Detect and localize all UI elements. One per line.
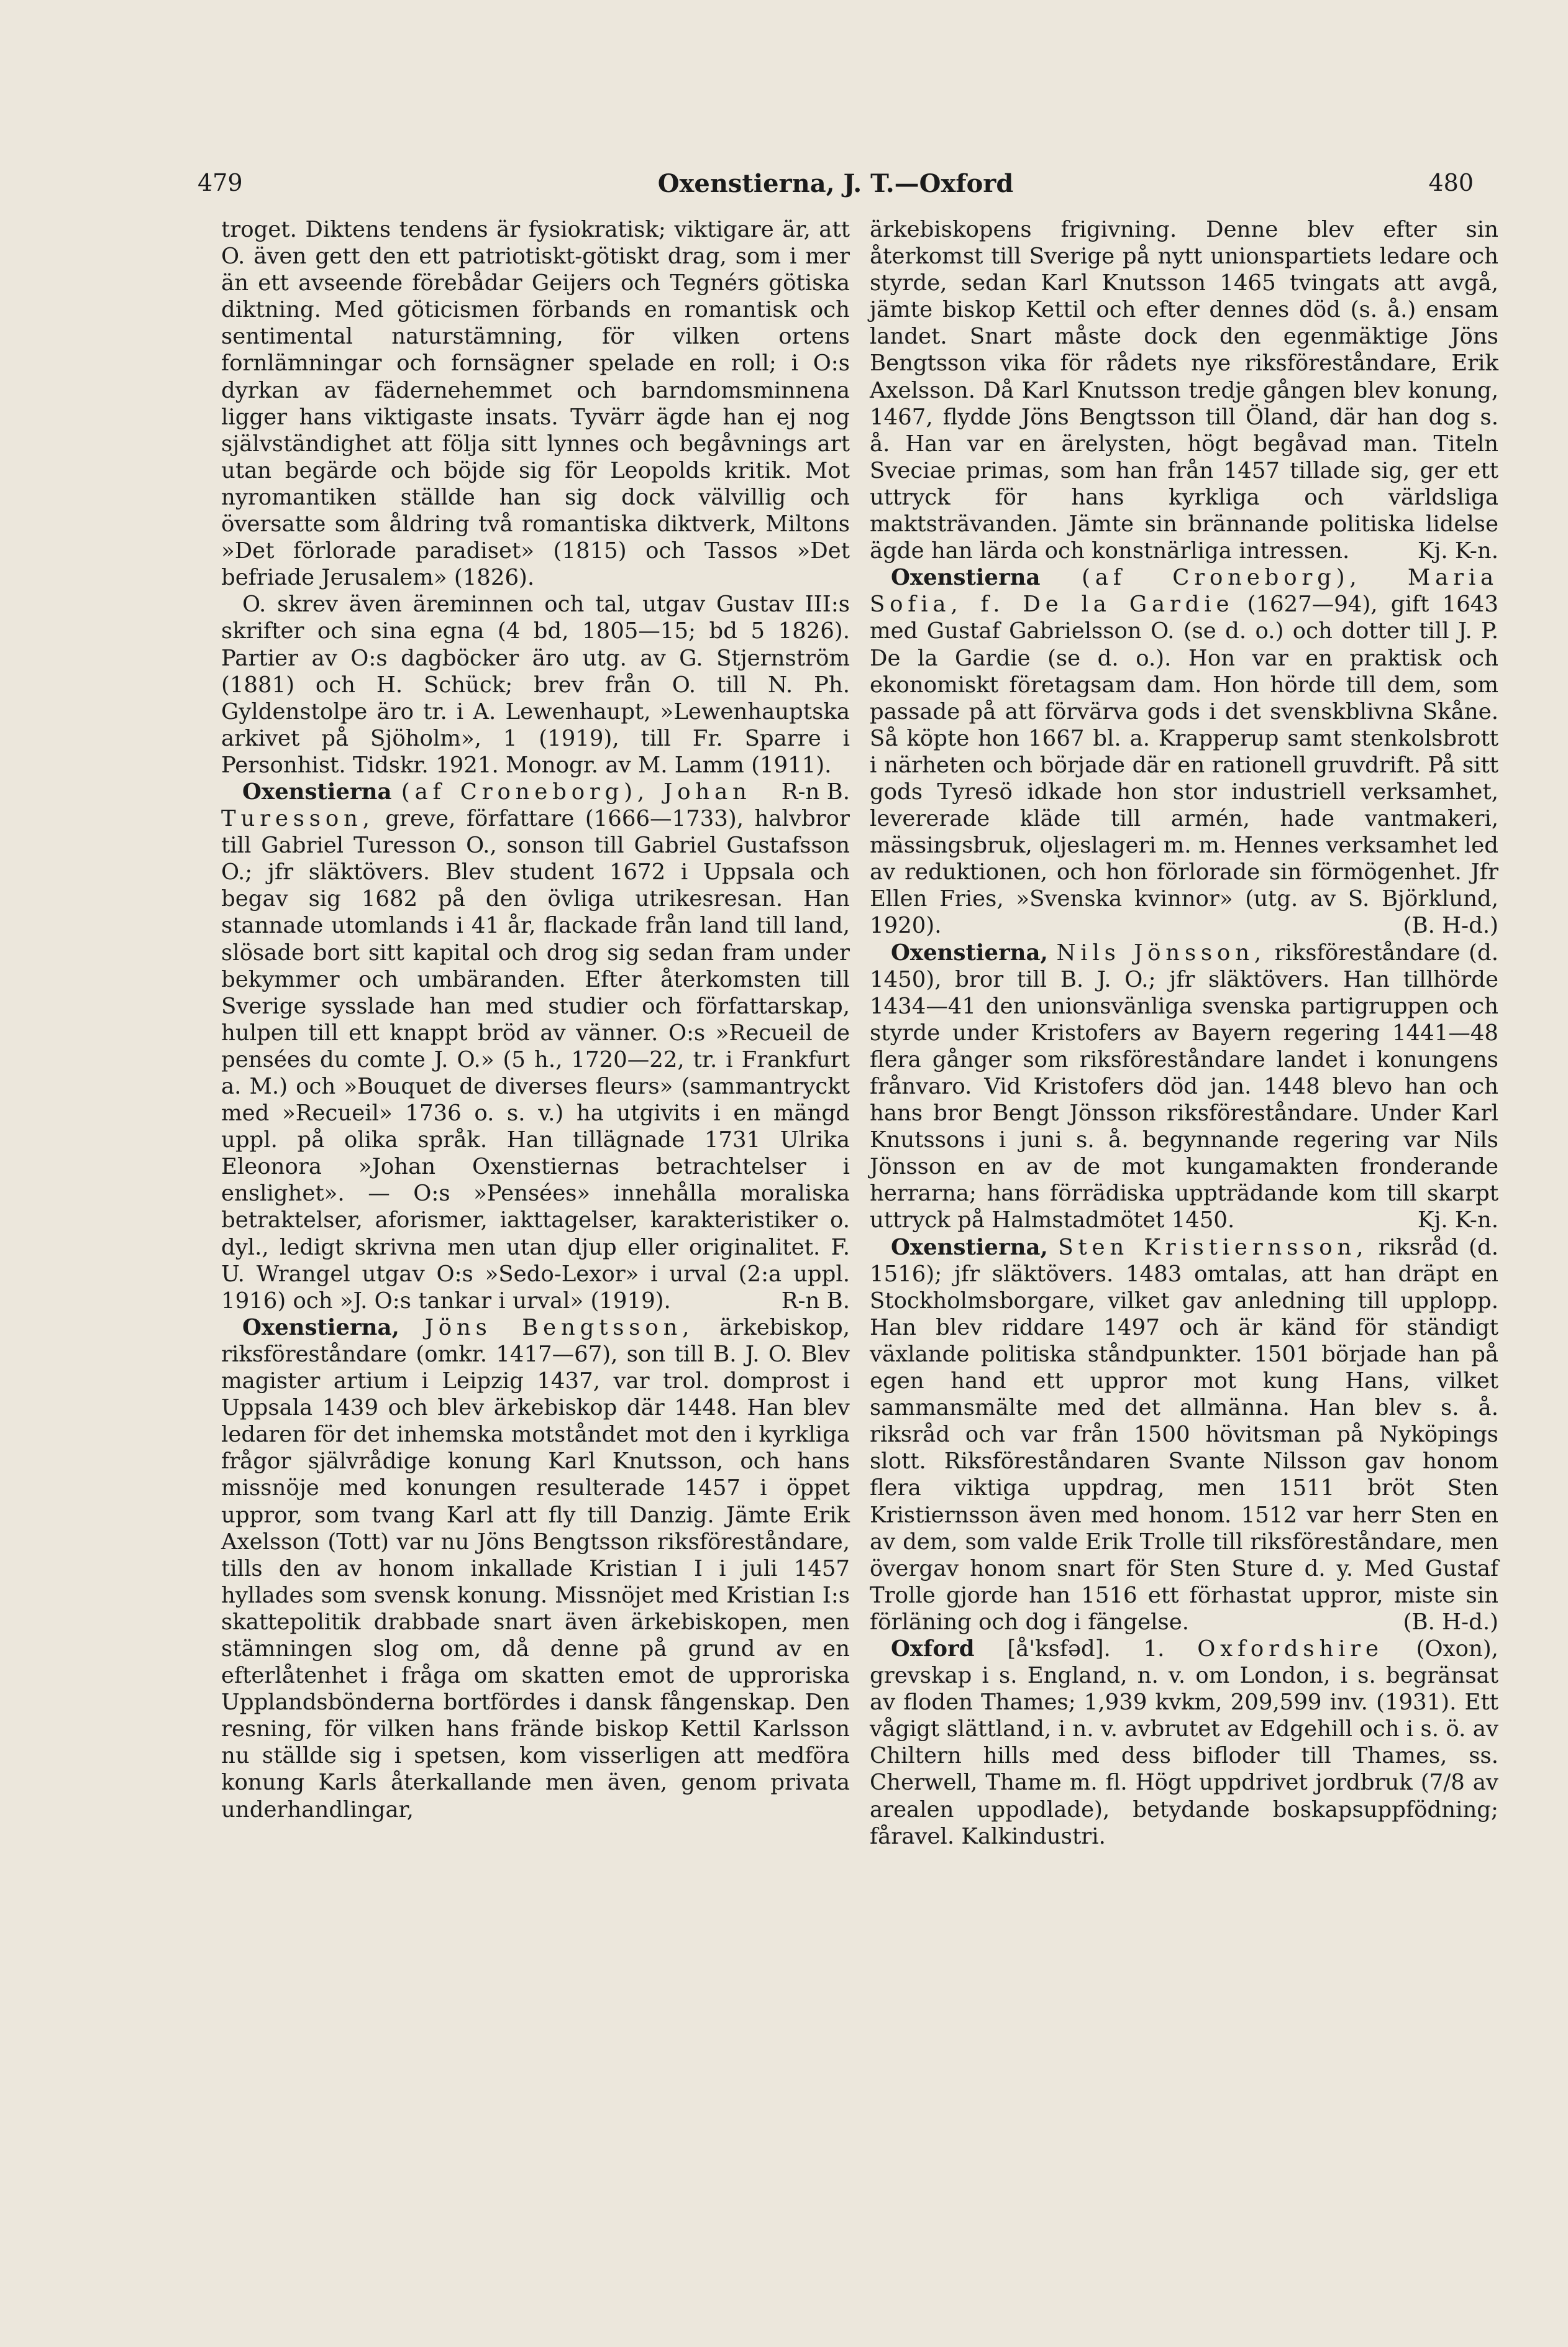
- entry-headword: Oxenstierna,: [891, 1234, 1048, 1260]
- page-header: [198, 169, 1474, 204]
- paragraph-text: ärkebiskopens frigivning. Denne blev efter sin återkomst till Sverige på nytt unionspartiets ledare och styrde, sedan Karl Knutsson 1465 tvingats att avgå, jämte biskop Kettil och efter dennes död (s. å.) ensam landet. Snart måste dock den egenmäktige Jöns Bengtsson vika för rådets nye riksföreståndare, Erik Axelsson. Då Karl Knutsson tredje gången blev konung, 1467, flydde Jöns Bengtsson till Öland, där han dog s. å. Han var en ärelysten, högt begåvad man. Titeln Sveciae primas, som han från 1457 tillade sig, ger ett uttryck för hans kyrkliga och världsliga maktsträvanden. Jämte sin brännande politiska lidelse ägde han lärda och konstnärliga intressen.: [870, 217, 1498, 564]
- author-signature: R-n B.: [781, 1288, 850, 1314]
- paragraph-text: troget. Diktens tendens är fysiokratisk; viktigare är, att O. även gett den ett patriotiskt-götiskt drag, som i mer än ett avseende förebådar Geijers och Tegnérs götiska diktning. Med göticismen förbands en romantisk och sentimental naturstämning, för vilken ortens fornlämningar och fornsägner spelade en roll; i O:s dyrkan av fädernehemmet och barndomsminnena ligger hans viktigaste insats. Tyvärr ägde han ej nog självständighet att följa sitt lynnes och begåvnings art utan begärde och böjde sig för Leopolds kritik. Mot nyromantiken ställde han sig dock välvillig och översatte som åldring två romantiska diktverk, Miltons »Det förlorade paradiset» (1815) och Tassos »Det befriade Jerusalem» (1826).: [221, 217, 850, 591]
- paragraph: [870, 216, 1498, 564]
- page-number-left: 479: [198, 169, 243, 196]
- entry-text: greve, författare (1666—1733), halvbror till Gabriel Turesson O., sonson till Gabriel Gustafsson O.; jfr släktövers. Blev student 1672 i Uppsala och begav sig 1682 på den övliga utrikesresan. Han stannade utomlands i 41 år, flackade från land till land, slösade bort sitt kapital och drog sig sedan fram under bekymmer och umbäranden. Efter återkomsten till Sverige sysslade han med studier och författarskap, hulpen till ett knappt bröd av vänner. O:s »Recueil de pensées du comte J. O.» (5 h., 1720—22, tr. i Frankfurt a. M.) och »Bouquet de diverses fleurs» (sammantryckt med »Recueil» 1736 o. s. v.) ha utgivits i en mängd uppl. på olika språk. Han tillägnade 1731 Ulrika Eleonora »Johan Oxenstiernas betrachtelser i enslighet». — O:s »Pensées» innehålla moraliska betraktelser, aforismer, iakttagelser, karakteristiker o. dyl., ledigt skrivna men utan djup eller originalitet. F. U. Wrangel utgav O:s »Sedo-Lexor» i urval (2:a uppl. 1916) och »J. O:s tankar i urval» (1919).: [221, 806, 850, 1314]
- entry-sten-kristiernsson: [870, 1234, 1498, 1636]
- entry-nils-jonsson: [870, 940, 1498, 1234]
- entry-text: (Oxon), grevskap i s. England, n. v. om London, i s. begränsat av floden Thames; 1,939 kvkm, 209,599 inv. (1931). Ett vågigt slättland, i n. v. avbrutet av Edgehill och i s. ö. av Chiltern hills med dess bifloder till Thames, ss. Cherwell, Thame m. fl. Högt uppdrivet jordbruk (7/8 av arealen uppodlade), betydande boskapsuppfödning; fåravel. Kalkindustri.: [870, 1636, 1498, 1849]
- entry-headword: Oxenstierna: [891, 565, 1041, 591]
- entry-johan-turesson: [221, 779, 850, 1314]
- entry-maria-sofia: [870, 564, 1498, 939]
- entry-name: (af Croneborg), Johan Turesson,: [221, 779, 752, 832]
- entry-text: riksråd (d. 1516); jfr släktövers. 1483 omtalas, att han dräpt en Stockholmsborgare, vilket gav anledning till upplopp. Han blev riddare 1497 och är känd för ständigt växlande politiska ståndpunkter. 1501 började han på egen hand ett uppror mot kung Hans, vilket sammansmälte med det allmänna. Han blev s. å. riksråd och var från 1500 hövitsman på Nyköpings slott. Riksföreståndaren Svante Nilsson gav honom flera viktiga uppdrag, men 1511 bröt Sten Kristiernsson även med honom. 1512 var herr Sten en av dem, som valde Erik Trolle till riksföreståndare, men övergav honom snart för Sten Sture d. y. Med Gustaf Trolle gjorde han 1516 ett förhastat uppror, miste sin förläning och dog i fängelse.: [870, 1234, 1498, 1635]
- entry-jons-bengtsson: [221, 1314, 850, 1823]
- entry-headword: Oxford: [891, 1636, 975, 1662]
- author-signature: Kj. K-n.: [1417, 1207, 1498, 1233]
- entry-oxford: [870, 1636, 1498, 1850]
- author-signature: (B. H-d.): [1403, 913, 1498, 939]
- entry-text: ärkebiskop, riksföreståndare (omkr. 1417—67), son till B. J. O. Blev magister artium i Leipzig 1437, var trol. domprost i Uppsala 1439 och blev ärkebiskop där 1448. Han blev ledaren för det inhemska motståndet mot den i kyrkliga frågor självrådige konung Karl Knutsson, och hans missnöje med konungen resulterade 1457 i öppet uppror, som tvang Karl att fly till Danzig. Jämte Erik Axelsson (Tott) var nu Jöns Bengtsson riksföreståndare, tills den av honom inkallade Kristian I i juli 1457 hyllades som svensk konung. Missnöjet med Kristian I:s skattepolitik drabbade snart även ärkebiskopen, men stämningen slog om, då denne på grund av en efterlåtenhet i fråga om skatten emot de upproriska Upplandsbönderna bortfördes i dansk fångenskap. Den resning, för vilken hans frände biskop Kettil Karlsson nu ställde sig i spetsen, kom visserligen att medföra konung Karls återkallande men även, genom privata underhandlingar,: [221, 1314, 850, 1823]
- left-column: [221, 216, 850, 1823]
- paragraph-text: O. skrev även äreminnen och tal, utgav Gustav III:s skrifter och sina egna (4 bd, 1805—15; bd 5 1826). Partier av O:s dagböcker äro utg. av G. Stjernström (1881) och H. Schück; brev från O. till N. Ph. Gyldenstolpe äro tr. i A. Lewenhaupt, »Lewenhauptska arkivet på Sjöholm», 1 (1919), till Fr. Sparre i Personhist. Tidskr. 1921. Monogr. av M. Lamm (1911).: [221, 592, 850, 778]
- entry-headword: Oxenstierna,: [242, 1314, 399, 1340]
- entry-name: Oxfordshire: [1197, 1636, 1383, 1662]
- author-signature: R-n B.: [781, 779, 850, 805]
- entry-name: Sten Kristiernsson,: [1058, 1234, 1369, 1260]
- entry-name: Jöns Bengtsson,: [424, 1314, 695, 1340]
- entry-number: 1.: [1143, 1636, 1165, 1662]
- author-signature: Kj. K-n.: [1417, 538, 1498, 564]
- page-number-right: 480: [1428, 169, 1474, 196]
- running-head: Oxenstierna, J. T.—Oxford: [657, 169, 1014, 198]
- right-column: [870, 216, 1498, 1850]
- entry-pronunciation: [å'ksfəd].: [1007, 1636, 1111, 1662]
- entry-name: (af Croneborg), Maria Sofia, f. De la Gardie: [870, 565, 1498, 618]
- entry-text: (1627—94), gift 1643 med Gustaf Gabrielsson O. (se d. o.) och dotter till J. P. De la Gardie (se d. o.). Hon var en praktisk och ekonomiskt företagsam dam. Hon hörde till dem, som passade på att förvärva gods i det svenskblivna Skåne. Så köpte hon 1667 bl. a. Krapperup samt stenkolsbrott i närheten och började där en rationell gruvdrift. På sitt gods Tyresö idkade hon stor industriell verksamhet, levererade kläde till armén, hade vantmakeri, mässingsbruk, oljeslageri m. m. Hennes verksamhet led av reduktionen, och hon förlorade sin förmögenhet. Jfr Ellen Fries, »Svenska kvinnor» (utg. av S. Björklund, 1920).: [870, 592, 1498, 939]
- author-signature: (B. H-d.): [1403, 1609, 1498, 1635]
- entry-headword: Oxenstierna,: [891, 940, 1048, 966]
- entry-text: riksföreståndare (d. 1450), bror till B. J. O.; jfr släktövers. Han tillhörde 1434—41 den unionsvänliga svenska partigruppen och styrde under Kristofers av Bayern regering 1441—48 flera gånger som riksföreståndare landet i konungens frånvaro. Vid Kristofers död jan. 1448 blevo han och hans bror Bengt Jönsson riksföreståndare. Under Karl Knutssons i juni s. å. begynnande regering var Nils Jönsson en av de mot kungamakten fronderande herrarna; hans förrädiska uppträdande kom till skarpt uttryck på Halmstadmötet 1450.: [870, 940, 1498, 1233]
- entry-name: Nils Jönsson,: [1056, 940, 1266, 966]
- paragraph: [221, 216, 850, 591]
- entry-headword: Oxenstierna: [242, 779, 392, 805]
